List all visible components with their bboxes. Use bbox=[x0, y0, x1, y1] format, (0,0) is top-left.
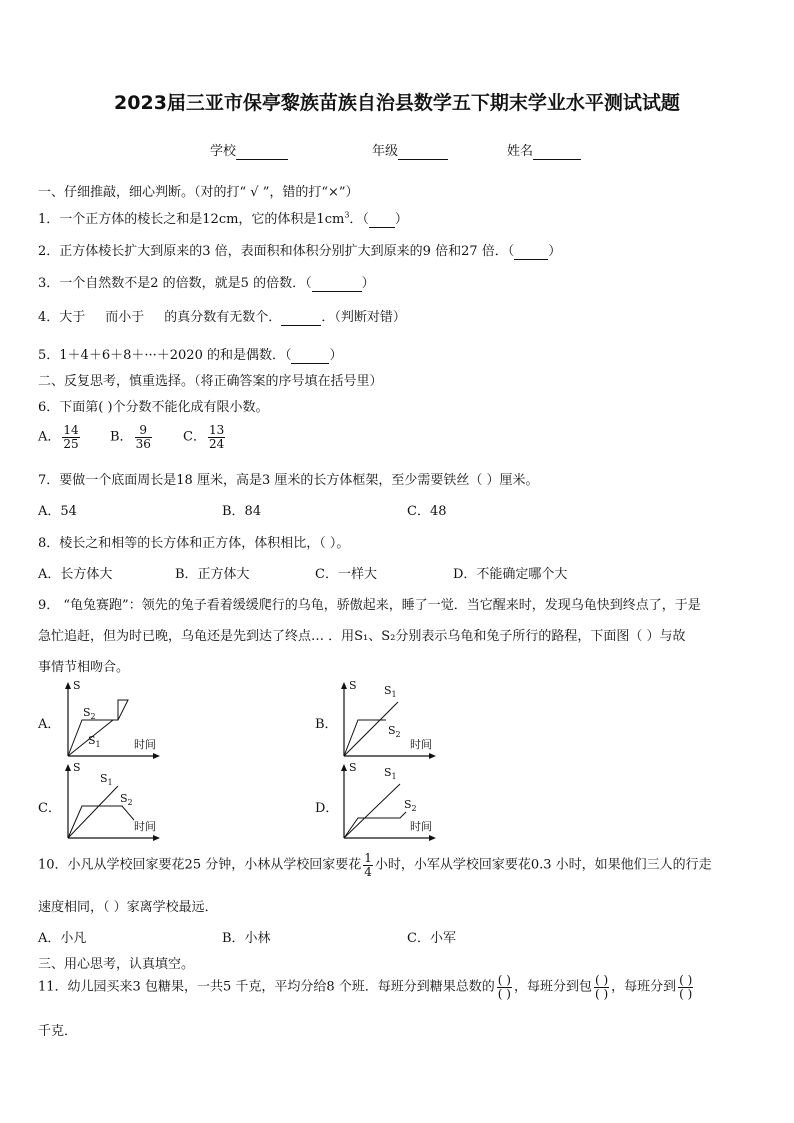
q9-option-d[interactable]: D． bbox=[315, 801, 339, 816]
q11-text-b: ，每班分到包 bbox=[513, 979, 592, 995]
q9-graph-b[interactable] bbox=[334, 680, 444, 762]
q10-option-b[interactable]: B．小林 bbox=[222, 931, 271, 946]
q4-text-b: 而小于 bbox=[105, 310, 145, 325]
question-1 bbox=[38, 208, 408, 228]
question-9-line-1: 9． “龟兔赛跑”：领先的兔子看着缓缓爬行的乌龟，骄傲起来，睡了一觉．当它醒来时，发现乌龟快到终点了，于是 bbox=[38, 598, 701, 613]
q1-answer-blank[interactable] bbox=[369, 212, 395, 228]
q1-paren-close: ） bbox=[394, 212, 408, 227]
q11-blank-fraction-1[interactable] bbox=[497, 974, 512, 1000]
question-10-line-2: 速度相同，（ ）家离学校最远． bbox=[38, 900, 218, 915]
q2-text: 2．正方体棱长扩大到原来的3 倍，表面积和体积分别扩大到原来的9 倍和27 倍．（ bbox=[38, 244, 515, 259]
q4-text-d: ．（判断对错） bbox=[321, 310, 406, 325]
name-field bbox=[507, 140, 581, 160]
q10-option-c[interactable]: C．小军 bbox=[407, 931, 456, 946]
grade-field bbox=[372, 140, 448, 160]
y-axis-arrow bbox=[65, 682, 71, 689]
q2-answer-blank[interactable] bbox=[514, 244, 548, 260]
q8-option-b[interactable]: B．正方体大 bbox=[175, 567, 250, 582]
grade-blank[interactable] bbox=[398, 144, 448, 160]
q10-fraction bbox=[363, 852, 373, 878]
school-label: 学校 bbox=[210, 144, 237, 159]
q6-option-a[interactable] bbox=[38, 424, 82, 450]
q1-text: 1．一个正方体的棱长之和是12cm，它的体积是1cm bbox=[38, 212, 345, 227]
question-10-line-1 bbox=[38, 852, 712, 878]
series-label-s2: $S_2$ bbox=[404, 798, 417, 813]
question-11-line-1 bbox=[38, 974, 695, 1000]
q9-graph-c[interactable] bbox=[58, 762, 168, 844]
fraction-numerator: 1 bbox=[364, 851, 372, 865]
fraction-denominator: ( ) bbox=[679, 986, 693, 1001]
q6-option-b-label: B． bbox=[110, 429, 133, 445]
q4-text-c: 的真分数有无数个． bbox=[164, 310, 282, 325]
q3-paren-close: ） bbox=[361, 276, 375, 291]
series-label-s2: $S_2$ bbox=[388, 724, 401, 739]
fraction-denominator: ( ) bbox=[497, 986, 511, 1001]
name-label: 姓名 bbox=[507, 144, 534, 159]
series-label-s1: $S_1$ bbox=[384, 766, 397, 781]
axis-label-time: 时间 bbox=[410, 820, 432, 833]
fraction-numerator: 9 bbox=[135, 424, 152, 438]
q9-option-b[interactable]: B． bbox=[315, 717, 338, 732]
y-axis-arrow bbox=[65, 764, 71, 771]
axis-label-time: 时间 bbox=[410, 738, 432, 751]
q8-option-c[interactable]: C．一样大 bbox=[315, 567, 377, 582]
question-11-line-2: 千克． bbox=[38, 1024, 78, 1039]
axis-label-s: S bbox=[73, 680, 81, 692]
q7-option-a[interactable]: A．54 bbox=[38, 504, 77, 519]
q8-option-a[interactable]: A．长方体大 bbox=[38, 567, 113, 582]
question-7: 7．要做一个底面周长是18 厘米，高是3 厘米的长方体框架，至少需要铁丝（ ）厘米。 bbox=[38, 473, 539, 488]
x-axis-arrow bbox=[429, 835, 436, 841]
q6-option-a-fraction bbox=[62, 424, 79, 450]
section-3-heading: 三、用心思考，认真填空。 bbox=[38, 957, 195, 972]
q6-option-a-label: A． bbox=[38, 429, 61, 445]
q4-text-a: 4．大于 bbox=[38, 310, 86, 325]
q6-option-c[interactable] bbox=[183, 424, 227, 450]
q7-option-c[interactable]: C．48 bbox=[407, 504, 447, 519]
q10-text-b: 小时，小军从学校回家要花0.3 小时，如果他们三人的行走 bbox=[374, 857, 712, 873]
q5-text: 5．1＋4＋6＋8＋···＋2020 的和是偶数．（ bbox=[38, 348, 292, 363]
q11-blank-fraction-2[interactable] bbox=[594, 974, 609, 1000]
question-6: 6．下面第( )个分数不能化成有限小数。 bbox=[38, 400, 269, 415]
section-1-heading: 一、仔细推敲，细心判断。（对的打“ √ ”，错的打“×”） bbox=[38, 185, 359, 200]
s2-line bbox=[344, 720, 386, 756]
question-3 bbox=[38, 272, 375, 292]
y-axis-arrow bbox=[341, 764, 347, 771]
s2-line bbox=[344, 812, 406, 838]
q3-answer-blank[interactable] bbox=[312, 276, 362, 292]
q2-paren-close: ） bbox=[548, 244, 562, 259]
q6-option-c-label: C． bbox=[183, 429, 206, 445]
fraction-numerator: ( ) bbox=[497, 973, 511, 987]
axis-label-s: S bbox=[73, 762, 81, 774]
question-8: 8．棱长之和相等的长方体和正方体，体积相比，（ ）。 bbox=[38, 536, 350, 551]
question-9-line-3: 事情节相吻合。 bbox=[38, 660, 130, 675]
series-label-s2: $S_2$ bbox=[83, 706, 96, 721]
q6-option-b[interactable] bbox=[110, 424, 154, 450]
grade-label: 年级 bbox=[372, 144, 399, 159]
s2-line bbox=[68, 806, 134, 838]
fraction-denominator: 24 bbox=[208, 436, 225, 451]
axis-label-time: 时间 bbox=[134, 738, 156, 751]
question-2 bbox=[38, 240, 561, 260]
fraction-denominator: 4 bbox=[364, 864, 372, 879]
fraction-denominator: 25 bbox=[63, 436, 79, 451]
q5-paren-close: ） bbox=[329, 348, 343, 363]
q8-option-d[interactable]: D．不能确定哪个大 bbox=[453, 567, 568, 582]
axis-label-s: S bbox=[349, 680, 357, 692]
fraction-numerator: 14 bbox=[63, 423, 79, 437]
series-label-s1: $S_1$ bbox=[384, 684, 397, 699]
q10-text-a: 10．小凡从学校回家要花25 分钟，小林从学校回家要花 bbox=[38, 857, 362, 873]
name-blank[interactable] bbox=[533, 144, 581, 160]
school-field bbox=[210, 140, 288, 160]
q11-text-a: 11．幼儿园买来3 包糖果，一共5 千克，平均分给8 个班．每班分到糖果总数的 bbox=[38, 979, 495, 995]
q9-option-c[interactable]: C． bbox=[38, 801, 61, 816]
q5-answer-blank[interactable] bbox=[291, 348, 329, 364]
q10-option-a[interactable]: A．小凡 bbox=[38, 931, 87, 946]
q3-text: 3．一个自然数不是2 的倍数，就是5 的倍数．（ bbox=[38, 276, 312, 291]
fraction-denominator: ( ) bbox=[594, 986, 609, 1001]
x-axis-arrow bbox=[153, 753, 160, 759]
q6-option-c-fraction bbox=[208, 424, 225, 450]
fraction-numerator: ( ) bbox=[679, 973, 693, 987]
s1-line bbox=[344, 784, 400, 838]
x-axis-arrow bbox=[153, 835, 160, 841]
section-2-heading: 二、反复思考，慎重选择。（将正确答案的序号填在括号里） bbox=[38, 374, 383, 389]
series-label-s1: $S_1$ bbox=[100, 772, 113, 787]
x-axis-arrow bbox=[429, 753, 436, 759]
q11-blank-fraction-3[interactable] bbox=[678, 974, 693, 1000]
q6-option-b-fraction bbox=[135, 424, 152, 450]
axis-label-s: S bbox=[349, 762, 357, 774]
school-blank[interactable] bbox=[236, 144, 288, 160]
axis-label-time: 时间 bbox=[134, 820, 156, 833]
question-5 bbox=[38, 344, 342, 364]
series-label-s1: $S_1$ bbox=[88, 734, 101, 749]
question-4 bbox=[38, 306, 406, 326]
q7-option-b[interactable]: B．84 bbox=[222, 504, 262, 519]
q4-answer-blank[interactable] bbox=[281, 310, 321, 326]
y-axis-arrow bbox=[341, 682, 347, 689]
q1-superscript: 3 bbox=[344, 210, 350, 220]
series-label-s2: $S_2$ bbox=[120, 792, 133, 807]
question-9-line-2: 急忙追赶，但为时已晚，乌龟还是先到达了终点… ．用S₁、S₂分别表示乌龟和兔子所行的路程，下面图（ ）与故 bbox=[38, 629, 686, 644]
page-title: 2023届三亚市保亭黎族苗族自治县数学五下期末学业水平测试试题 bbox=[114, 92, 680, 114]
fraction-denominator: 36 bbox=[135, 436, 151, 451]
q1-paren-open: ．（ bbox=[349, 212, 369, 227]
fraction-numerator: 13 bbox=[208, 423, 225, 437]
s1-line bbox=[68, 786, 118, 838]
q9-graph-d[interactable] bbox=[334, 762, 444, 844]
fraction-numerator: ( ) bbox=[594, 973, 609, 987]
q11-text-c: ，每班分到 bbox=[611, 979, 677, 995]
q9-graph-a[interactable] bbox=[58, 680, 168, 762]
q9-option-a[interactable]: A． bbox=[38, 717, 61, 732]
